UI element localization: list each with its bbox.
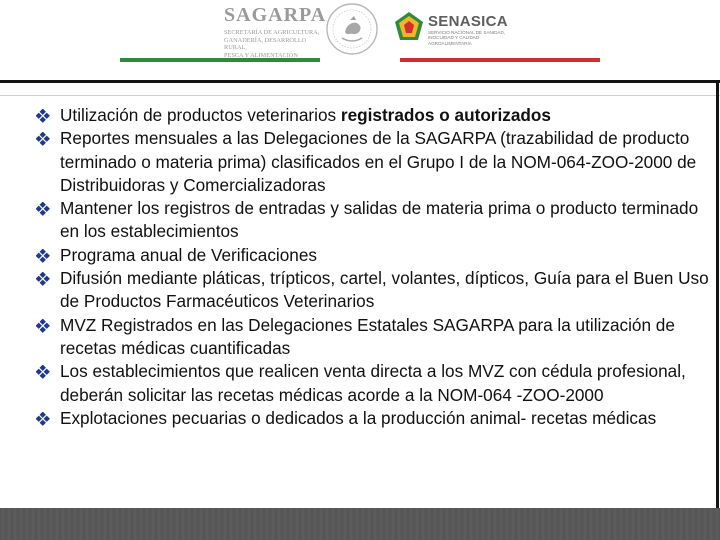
bullet-text: MVZ Registrados en las Delegaciones Estatales SAGARPA para la utilización de recetas médicas cuantificadas (60, 314, 675, 358)
list-item (36, 127, 716, 197)
list-item (36, 244, 716, 267)
sagarpa-subtitle: SECRETARÍA DE AGRICULTURA, GANADERÍA, DESARROLLO RURAL, PESCA Y ALIMENTACIÓN (224, 29, 320, 59)
diamond-bullet-icon (36, 202, 50, 216)
red-accent-bar (400, 58, 600, 62)
footer-band (0, 508, 720, 540)
bullet-list (36, 104, 716, 430)
diamond-bullet-icon (36, 109, 50, 123)
senasica-name: SENASICA (428, 13, 508, 30)
diamond-bullet-icon (36, 412, 50, 426)
bullet-text: Utilización de productos veterinarios (60, 105, 341, 125)
bullet-text: Mantener los registros de entradas y salidas de materia prima o producto terminado en los establecimientos (60, 198, 699, 242)
right-rule (716, 83, 719, 540)
thin-rule (0, 95, 720, 96)
senasica-emblem-icon (392, 10, 426, 44)
diamond-bullet-icon (36, 365, 50, 379)
sagarpa-name: SAGARPA (224, 4, 327, 26)
list-item (36, 197, 716, 244)
diamond-bullet-icon (36, 272, 50, 286)
diamond-bullet-icon (36, 132, 50, 146)
list-item (36, 360, 716, 407)
bullet-text: Explotaciones pecuarias o dedicados a la producción animal- recetas médicas (60, 407, 657, 428)
list-item (36, 407, 716, 430)
diamond-bullet-icon (36, 249, 50, 263)
list-item (36, 104, 716, 127)
sagarpa-logo (224, 4, 327, 59)
list-item (36, 314, 716, 361)
mexico-seal-icon (325, 2, 379, 56)
green-accent-bar (120, 58, 320, 62)
top-rule (0, 80, 720, 83)
header (0, 0, 720, 62)
bullet-strong-text: registrados o autorizados (340, 105, 551, 125)
senasica-logo (392, 8, 522, 52)
senasica-subtitle: SERVICIO NACIONAL DE SANIDAD, INOCUIDAD Y CALIDAD AGROALIMENTARIA (428, 30, 506, 46)
bullet-text: Programa anual de Verificaciones (60, 244, 318, 265)
bullet-text: Reportes mensuales a las Delegaciones de la SAGARPA (trazabilidad de producto terminado o materia prima) clasificados en el Grupo I de la NOM-064-ZOO-2000 de Distribuidoras y Comercializadoras (60, 128, 697, 195)
bullet-text: Los establecimientos que realicen venta directa a los MVZ con cédula profesional, deberán solicitar las recetas médicas acorde a la NOM-064 -ZOO-2000 (60, 361, 686, 405)
list-item (36, 267, 716, 314)
bullet-text: Difusión mediante pláticas, trípticos, cartel, volantes, dípticos, Guía para el Buen Uso de Productos Farmacéuticos Veterinarios (60, 268, 709, 312)
diamond-bullet-icon (36, 319, 50, 333)
